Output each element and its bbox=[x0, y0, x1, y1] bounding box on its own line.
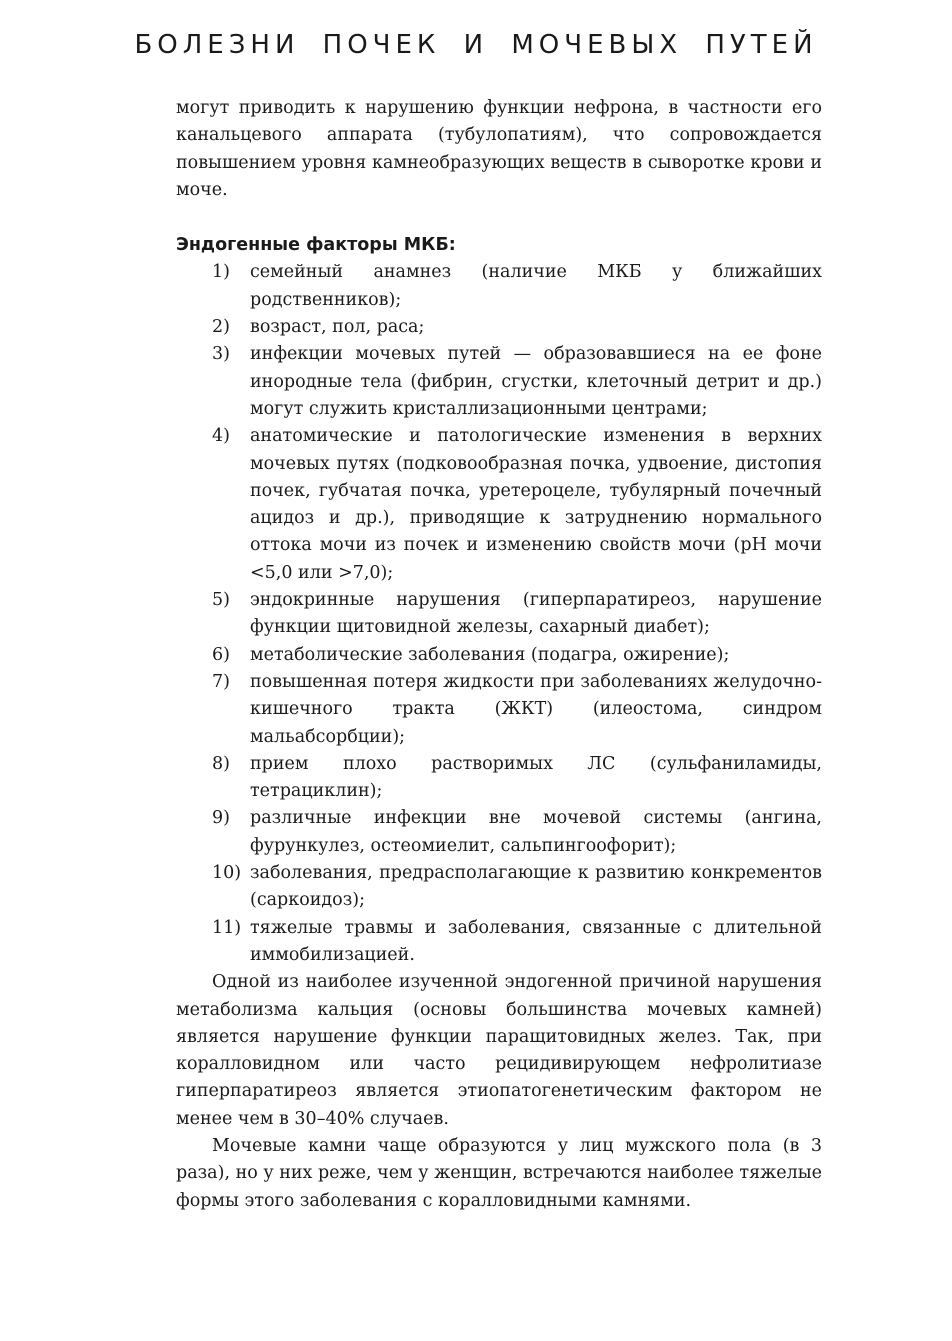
list-item-text: метаболические заболевания (подагра, ожирение); bbox=[250, 644, 730, 665]
list-item-text: различные инфекции вне мочевой системы (ангина, фурункулез, остеомиелит, сальпингоофорит); bbox=[250, 808, 822, 856]
list-item bbox=[176, 423, 822, 587]
body-paragraph: Мочевые камни чаще образуются у лиц мужского пола (в 3 раза), но у них реже, чем у женщин, встречаются наиболее тяжелые формы этого заболевания с коралловидными камнями. bbox=[176, 1135, 822, 1211]
list-item-number: 8) bbox=[212, 753, 230, 774]
list-item bbox=[176, 587, 822, 642]
list-item-text: инфекции мочевых путей — образовавшиеся на ее фоне инородные тела (фибрин, сгустки, клеточный детрит и др.) могут служить кристаллизационными центрами; bbox=[250, 344, 822, 419]
list-item-text: повышенная потеря жидкости при заболеваниях желудочно-кишечного тракта (ЖКТ) (илеостома, синдром мальабсорбции); bbox=[250, 671, 822, 747]
list-item bbox=[176, 341, 822, 423]
list-item-text: тяжелые травмы и заболевания, связанные с длительной иммобилизацией. bbox=[250, 917, 822, 965]
endogenous-factors-list bbox=[176, 259, 822, 969]
list-item-text: анатомические и патологические изменения в верхних мочевых путях (подковообразная почка, удвоение, дистопия почек, губчатая почка, уретероцеле, тубулярный почечный ацидоз и др.), приводящие к затруднению нормального оттока мочи из почек и изменению свойств мочи (pH мочи <5,0 или >7,0); bbox=[250, 426, 822, 583]
list-item-text: семейный анамнез (наличие МКБ у ближайших родственников); bbox=[250, 262, 822, 310]
list-item-text: прием плохо растворимых ЛС (сульфаниламиды, тетрациклин); bbox=[250, 753, 822, 802]
list-item bbox=[176, 314, 822, 341]
list-item-text: эндокринные нарушения (гиперпаратиреоз, нарушение функции щитовидной железы, сахарный диабет); bbox=[250, 590, 822, 638]
list-item bbox=[176, 642, 822, 669]
list-item-number: 1) bbox=[212, 262, 230, 283]
list-item bbox=[176, 669, 822, 751]
list-item-number: 2) bbox=[212, 317, 230, 338]
list-item-number: 7) bbox=[212, 671, 230, 692]
section-heading: Эндогенные факторы МКБ: bbox=[176, 235, 456, 256]
list-item-number: 11) bbox=[212, 917, 242, 938]
list-item bbox=[176, 915, 822, 970]
intro-paragraph: могут приводить к нарушению функции нефрона, в частности его канальцевого аппарата (тубулопатиям), что сопровождается повышением уровня камнеобразующих веществ в сыворотке крови и моче. bbox=[176, 98, 822, 200]
running-header: БОЛЕЗНИ ПОЧЕК И МОЧЕВЫХ ПУТЕЙ bbox=[134, 30, 818, 60]
list-item-text: заболевания, предрасполагающие к развитию конкрементов (саркоидоз); bbox=[250, 863, 822, 911]
body-paragraph: Одной из наиболее изученной эндогенной причиной нарушения метаболизма кальция (основы большинства мочевых камней) является нарушение функции паращитовидных желез. Так, при коралловидном или часто рецидивирующем нефролитиазе гиперпаратиреоз является этиопатогенетическим фактором не менее чем в 30–40% случаев. bbox=[176, 972, 822, 1129]
list-item-text: возраст, пол, раса; bbox=[250, 317, 425, 338]
list-item bbox=[176, 259, 822, 314]
list-item-number: 5) bbox=[212, 590, 230, 611]
page-content bbox=[176, 95, 822, 1215]
list-item bbox=[176, 751, 822, 806]
list-item-number: 4) bbox=[212, 426, 230, 447]
list-item-number: 3) bbox=[212, 344, 230, 365]
list-item bbox=[176, 805, 822, 860]
list-item-number: 9) bbox=[212, 808, 230, 829]
list-item-number: 6) bbox=[212, 644, 230, 665]
list-item-number: 10) bbox=[212, 863, 242, 884]
list-item bbox=[176, 860, 822, 915]
